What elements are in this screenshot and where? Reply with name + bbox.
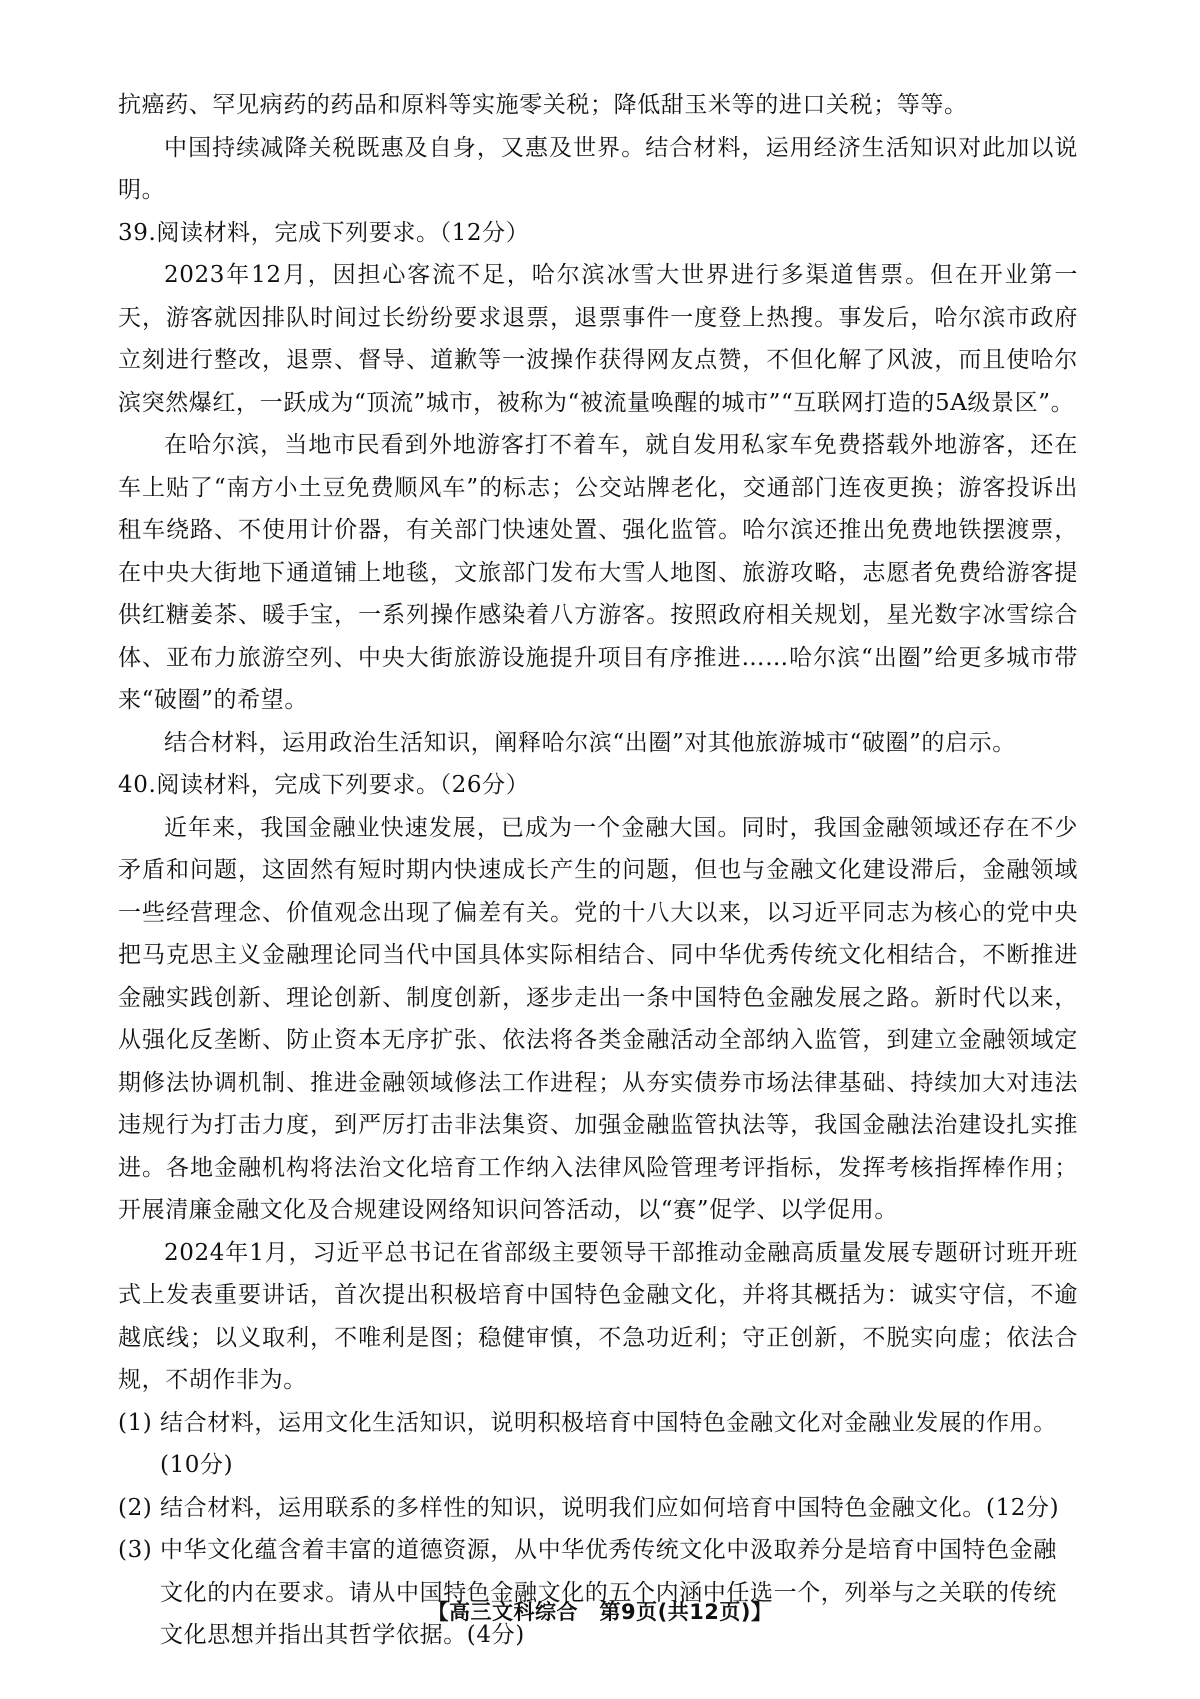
subquestion-1-text: 结合材料，运用文化生活知识，说明积极培育中国特色金融文化对金融业发展的作用。 [160, 1409, 1057, 1436]
q40-subquestion-1 [118, 1402, 1078, 1445]
q39-material-paragraph-1: 2023年12月，因担心客流不足，哈尔滨冰雪大世界进行多渠道售票。但在开业第一天，游客就因排队时间过长纷纷要求退票，退票事件一度登上热搜。事发后，哈尔滨市政府立刻进行整改，退票、督导、道歉等一波操作获得网友点赞，不但化解了风波，而且使哈尔滨突然爆红，一跃成为“顶流”城市，被称为“被流量唤醒的城市”“互联网打造的5A级景区”。 [118, 262, 1078, 416]
q40-subquestion-3 [118, 1529, 1078, 1657]
q38-question: 中国持续减降关税既惠及自身，又惠及世界。结合材料，运用经济生活知识对此加以说明。 [118, 134, 1078, 203]
page-content [118, 84, 1078, 1657]
q39-material-paragraph-2: 在哈尔滨，当地市民看到外地游客打不着车，就自发用私家车免费搭载外地游客，还在车上贴了“南方小土豆免费顺风车”的标志；公交站牌老化，交通部门连夜更换；游客投诉出租车绕路、不使用计价器，有关部门快速处置、强化监管。哈尔滨还推出免费地铁摆渡票，在中央大街地下通道铺上地毯，文旅部门发布大雪人地图、旅游攻略，志愿者免费给游客提供红糖姜茶、暖手宝，一系列操作感染着八方游客。按照政府相关规划，星光数字冰雪综合体、亚布力旅游空列、中央大街旅游设施提升项目有序推进……哈尔滨“出圈”给更多城市带来“破圈”的希望。 [118, 432, 1078, 713]
subquestion-2-text: 结合材料，运用联系的多样性的知识，说明我们应如何培育中国特色金融文化。(12分) [160, 1494, 1060, 1521]
q39-header: 39.阅读材料，完成下列要求。（12分） [118, 219, 530, 246]
q40-material-paragraph-1: 近年来，我国金融业快速发展，已成为一个金融大国。同时，我国金融领域还存在不少矛盾和问题，这固然有短时期内快速成长产生的问题，但也与金融文化建设滞后，金融领域一些经营理念、价值观念出现了偏差有关。党的十八大以来，以习近平同志为核心的党中央把马克思主义金融理论同当代中国具体实际相结合、同中华优秀传统文化相结合，不断推进金融实践创新、理论创新、制度创新，逐步走出一条中国特色金融发展之路。新时代以来，从强化反垄断、防止资本无序扩张、依法将各类金融活动全部纳入监管，到建立金融领域定期修法协调机制、推进金融领域修法工作进程；从夯实债券市场法律基础、持续加大对违法违规行为打击力度，到严厉打击非法集资、加强金融监管执法等，我国金融法治建设扎实推进。各地金融机构将法治文化培育工作纳入法律风险管理考评指标，发挥考核指挥棒作用；开展清廉金融文化及合规建设网络知识问答活动，以“赛”促学、以学促用。 [118, 814, 1078, 1223]
subquestion-1-score: (10分) [160, 1452, 234, 1478]
q39-question: 结合材料，运用政治生活知识，阐释哈尔滨“出圈”对其他旅游城市“破圈”的启示。 [164, 729, 1016, 756]
q40-subquestion-2 [118, 1487, 1078, 1530]
q38-material-tail: 抗癌药、罕见病药的药品和原料等实施零关税；降低甜玉米等的进口关税；等等。 [118, 92, 968, 118]
page-footer: 【高三文科综合 第9页(共12页)】 [427, 1600, 773, 1624]
subquestion-2-label: (2) [118, 1494, 153, 1521]
q40-material-paragraph-2: 2024年1月，习近平总书记在省部级主要领导干部推动金融高质量发展专题研讨班开班式上发表重要讲话，首次提出积极培育中国特色金融文化，并将其概括为：诚实守信，不逾越底线；以义取利，不唯利是图；稳健审慎，不急功近利；守正创新，不脱实向虚；依法合规，不胡作非为。 [118, 1239, 1078, 1393]
q40-header: 40.阅读材料，完成下列要求。（26分） [118, 772, 530, 798]
subquestion-3-text: 中华文化蕴含着丰富的道德资源，从中华优秀传统文化中汲取养分是培育中国特色金融文化的内在要求。请从中国特色金融文化的五个内涵中任选一个，列举与之关联的传统文化思想并指出其哲学依据。(4分) [160, 1537, 1057, 1648]
subquestion-1-label: (1) [118, 1409, 153, 1436]
subquestion-3-label: (3) [118, 1537, 153, 1563]
